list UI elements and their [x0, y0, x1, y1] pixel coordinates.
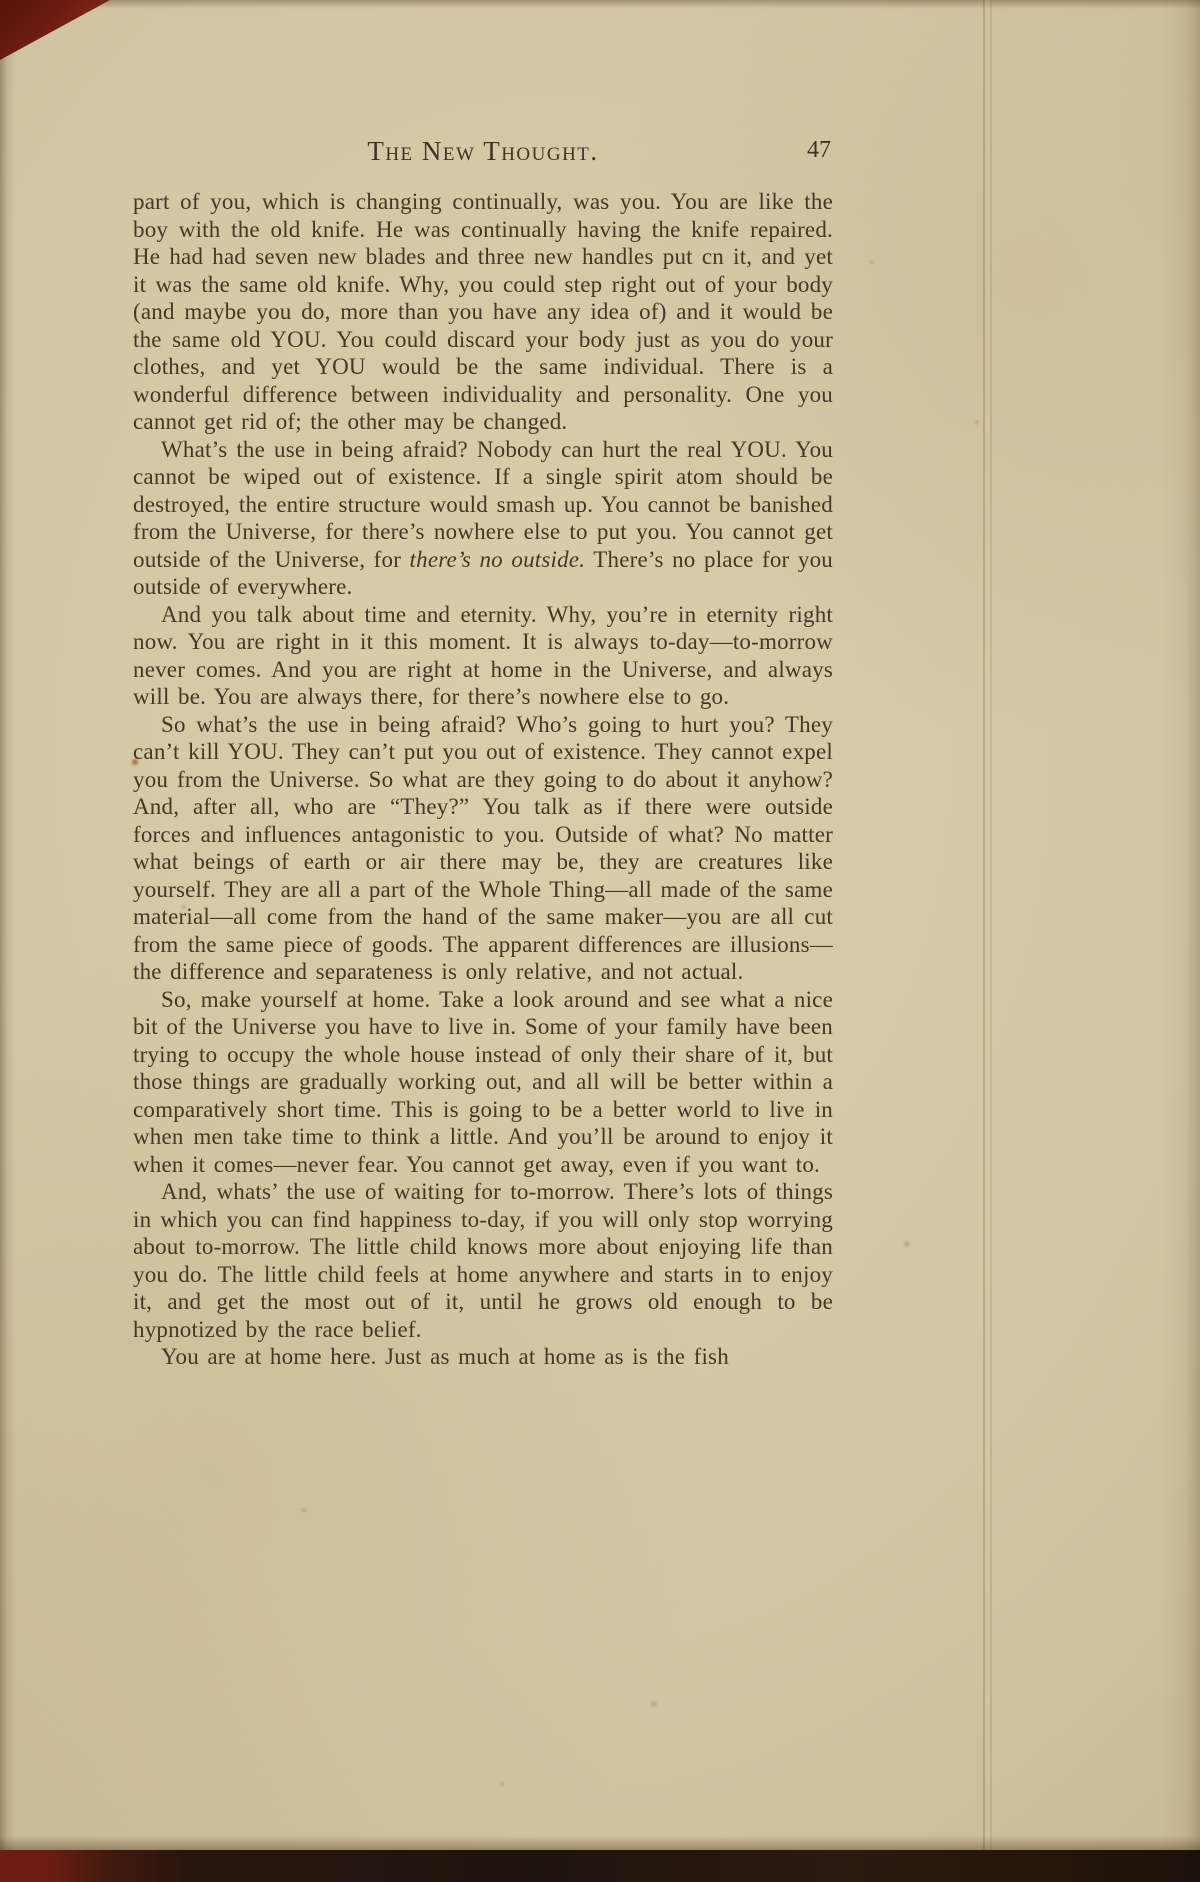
page-number: 47	[807, 137, 831, 163]
paragraph-4: So what’s the use in being afraid? Who’s going to hurt you? They can’t kill YOU. They can’t put you out of existence. They cannot expel you from the Universe. So what are they going to do about it anyhow? And, after all, who are “They?” You talk as if there were outside forces and influences antagonistic to you. Outside of what? No matter what beings of earth or air there may be, they are creatures like yourself. They are all a part of the Whole Thing—all made of the same material—all come from the hand of the same maker—you are all cut from the same piece of goods. The apparent differences are illusions—the difference and separateness is only relative, and not actual.	[133, 711, 833, 984]
paragraph-3: And you talk about time and eternity. Why, you’re in eternity right now. You are right in it this moment. It is always to-day—to-morrow never comes. And you are right at home in the Universe, and always will be. You are always there, for there’s nowhere else to go.	[133, 601, 833, 709]
page-edge-crease	[983, 0, 1009, 1882]
paper-specks	[0, 0, 4, 4]
text-block	[133, 188, 833, 1371]
paragraph-6: And, whats’ the use of waiting for to-morrow. There’s lots of things in which you can find happiness to-day, if you will only stop worrying about to-morrow. The little child knows more about enjoying life than you do. The little child feels at home anywhere and starts in to enjoy it, and get the most out of it, until he grows old enough to be hypnotized by the race belief.	[133, 1179, 833, 1342]
page-header	[133, 136, 833, 170]
paragraph-5: So, make yourself at home. Take a look around and see what a nice bit of the Universe you have to live in. Some of your family have been trying to occupy the whole house instead of only their share of it, but those things are gradually working out, and all will be better within a comparatively short time. This is going to be a better world to live in when men take time to think a little. And you’ll be around to enjoy it when it comes—never fear. You cannot get away, even if you want to.	[133, 986, 833, 1177]
paragraph-1: part of you, which is changing continually, was you. You are like the boy with the old knife. He was continually having the knife repaired. He had had seven new blades and three new handles put cn it, and yet it was the same old knife. Why, you could step right out of your body (and maybe you do, more than you have any idea of) and it would be the same old YOU. You could discard your body just as you do your clothes, and yet YOU would be the same individual. There is a wonderful difference between individuality and personality. One you cannot get rid of; the other may be changed.	[133, 189, 833, 434]
paragraph-2-text-end: There’s no place for you outside of everywhere.	[133, 546, 834, 599]
paragraph-2-italic-phrase: there’s no outside.	[409, 546, 586, 572]
paragraph-7: You are at home here. Just as much at home as is the fish	[161, 1344, 729, 1369]
running-title: The New Thought.	[367, 136, 599, 166]
book-cover-corner	[0, 0, 110, 60]
paragraph-2-text: What’s the use in being afraid? Nobody can hurt the real YOU. You cannot be wiped out of existence. If a single spirit atom should be destroyed, the entire structure would smash up. You cannot be banished from the Universe, for there’s nowhere else to put you. You cannot get outside of the Universe, for	[133, 436, 833, 572]
paragraph-2	[133, 436, 833, 601]
book-cover-bottom-edge	[0, 1850, 1200, 1882]
